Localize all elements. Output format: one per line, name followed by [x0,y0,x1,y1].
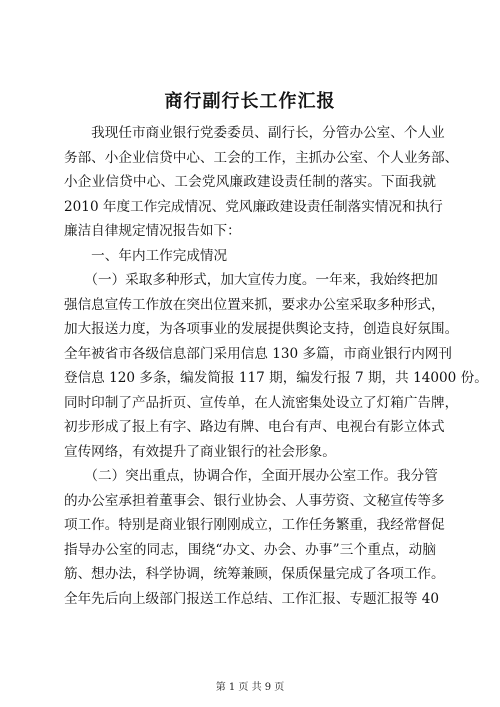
body-line: 小企业信贷中心、工会党风廉政建设责任制的落实。下面我就 [64,174,436,190]
body-line: 的办公室承担着董事会、银行业协会、人事劳资、文秘宣传等多 [64,492,445,509]
body-line: 指导办公室的同志，围绕“办文、办会、办事”三个重点，动脑 [64,541,436,558]
body-line: 务部、小企业信贷中心、工会的工作，主抓办公室、个人业务部、 [64,149,459,166]
body-line: 登信息 120 多条，编发简报 117 期，编发行报 7 期，共 14000 份。 [64,370,488,386]
body-line: 廉洁自律规定情况报告如下： [64,223,241,239]
body-line: 强信息宣传工作放在突出位置来抓，要求办公室采取多种形式， [64,296,445,313]
document-body [64,121,488,611]
body-line: 筋、想办法，科学协调，统筹兼顾，保质保量完成了各项工作。 [64,566,445,582]
body-line: 全年先后向上级部门报送工作总结、工作汇报、专题汇报等 40 [64,590,440,607]
body-line: （二）突出重点，协调合作，全面开展办公室工作。我分管 [64,468,438,484]
body-line: 全年被省市各级信息部门采用信息 130 多篇，市商业银行内网刊 [64,345,453,362]
body-line: 同时印制了产品折页、宣传单，在人流密集处设立了灯箱广告牌， [64,394,459,411]
body-line: 加大报送力度，为各项事业的发展提供舆论支持，创造良好氛围。 [64,321,459,337]
body-line: （一）采取多种形式，加大宣传力度。一年来，我始终把加 [64,272,438,288]
body-line: 宣传网络，有效提升了商业银行的社会形象。 [64,443,336,460]
section-heading: 一、年内工作完成情况 [64,247,228,264]
page-number-footer: 第 1 页 共 9 页 [215,682,285,693]
document-title: 商行副行长工作汇报 [164,91,336,112]
body-line: 2010 年度工作完成情况、党风廉政建设责任制落实情况和执行 [64,198,443,215]
body-line: 我现任市商业银行党委委员、副行长，分管办公室、个人业 [64,125,445,141]
body-line: 项工作。特别是商业银行刚刚成立，工作任务繁重，我经常督促 [64,517,445,533]
body-line: 初步形成了报上有字、路边有牌、电台有声、电视台有影立体式 [64,419,445,435]
